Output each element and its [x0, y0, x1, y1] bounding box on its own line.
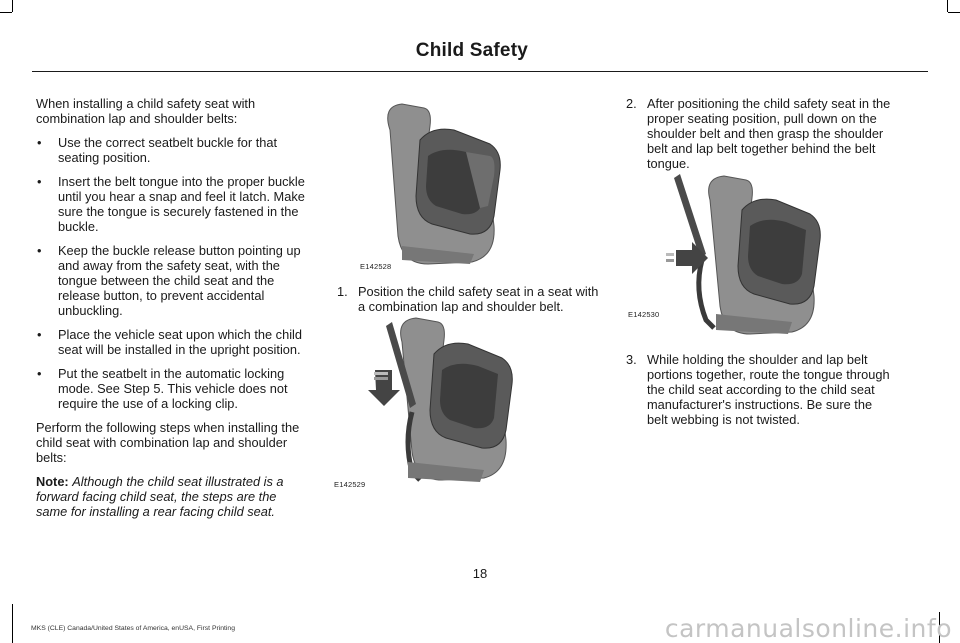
crop-mark-bottom-left-v	[12, 604, 13, 643]
figure-label: E142530	[628, 310, 660, 319]
watermark: carmanualsonline.info	[664, 614, 952, 643]
step-text: Position the child safety seat in a seat with a combination lap and shoulder belt.	[358, 284, 599, 314]
page-number: 18	[472, 566, 488, 581]
step-3	[626, 352, 896, 427]
list-item: • Use the correct seatbelt buckle for that seating position.	[36, 135, 308, 165]
step-2	[626, 96, 896, 171]
step-number: 1.	[337, 284, 348, 299]
crop-mark-top-left-h	[0, 12, 12, 13]
list-item: • Keep the buckle release button pointing up and away from the safety seat, with the tongue between the child seat and the release button, to prevent accidental unbuckling.	[36, 243, 308, 318]
footer-text: MKS (CLE) Canada/United States of America, enUSA, First Printing	[31, 625, 235, 632]
crop-mark-top-right-h	[948, 12, 960, 13]
figure-label: E142529	[334, 480, 366, 489]
figure-label: E142528	[360, 262, 392, 271]
list-item: • Place the vehicle seat upon which the child seat will be installed in the upright position.	[36, 327, 308, 357]
child-seat-2-icon	[368, 312, 524, 490]
note-label: Note:	[36, 474, 69, 489]
child-seat-illustration-2	[334, 312, 524, 490]
instruction-list	[36, 135, 308, 411]
note-paragraph	[36, 474, 308, 519]
step-number: 3.	[626, 352, 637, 367]
child-seat-illustration-1	[360, 96, 520, 271]
child-seat-illustration-3	[628, 170, 836, 338]
list-item: • Put the seatbelt in the automatic locking mode. See Step 5. This vehicle does not require the use of a locking clip.	[36, 366, 308, 411]
intro-paragraph: When installing a child safety seat with combination lap and shoulder belts:	[36, 96, 256, 126]
step-text: After positioning the child safety seat in the proper seating position, pull down on the shoulder belt and then grasp the shoulder belt and lap belt together behind the belt tongue.	[647, 96, 891, 171]
crop-mark-top-right-v	[947, 0, 948, 12]
child-seat-1-icon	[362, 96, 520, 266]
step-1	[337, 284, 605, 314]
step-number: 2.	[626, 96, 637, 111]
intro-column	[36, 96, 308, 528]
perform-paragraph: Perform the following steps when installing the child seat with combination lap and shoulder belts:	[36, 420, 300, 465]
header-divider	[32, 71, 928, 72]
note-text: Although the child seat illustrated is a forward facing child seat, the steps are the same for installing a rear facing child seat.	[36, 474, 284, 519]
child-seat-3-icon	[666, 170, 836, 338]
page-title: Child Safety	[415, 40, 528, 61]
crop-mark-top-left-v	[12, 0, 13, 12]
step-text: While holding the shoulder and lap belt portions together, route the tongue through the child seat according to the child seat manufacturer's instructions. Be sure the belt webbing is not twisted.	[647, 352, 890, 427]
list-item: • Insert the belt tongue into the proper buckle until you hear a snap and feel it latch. Make sure the tongue is securely fastened in the buckle.	[36, 174, 308, 234]
